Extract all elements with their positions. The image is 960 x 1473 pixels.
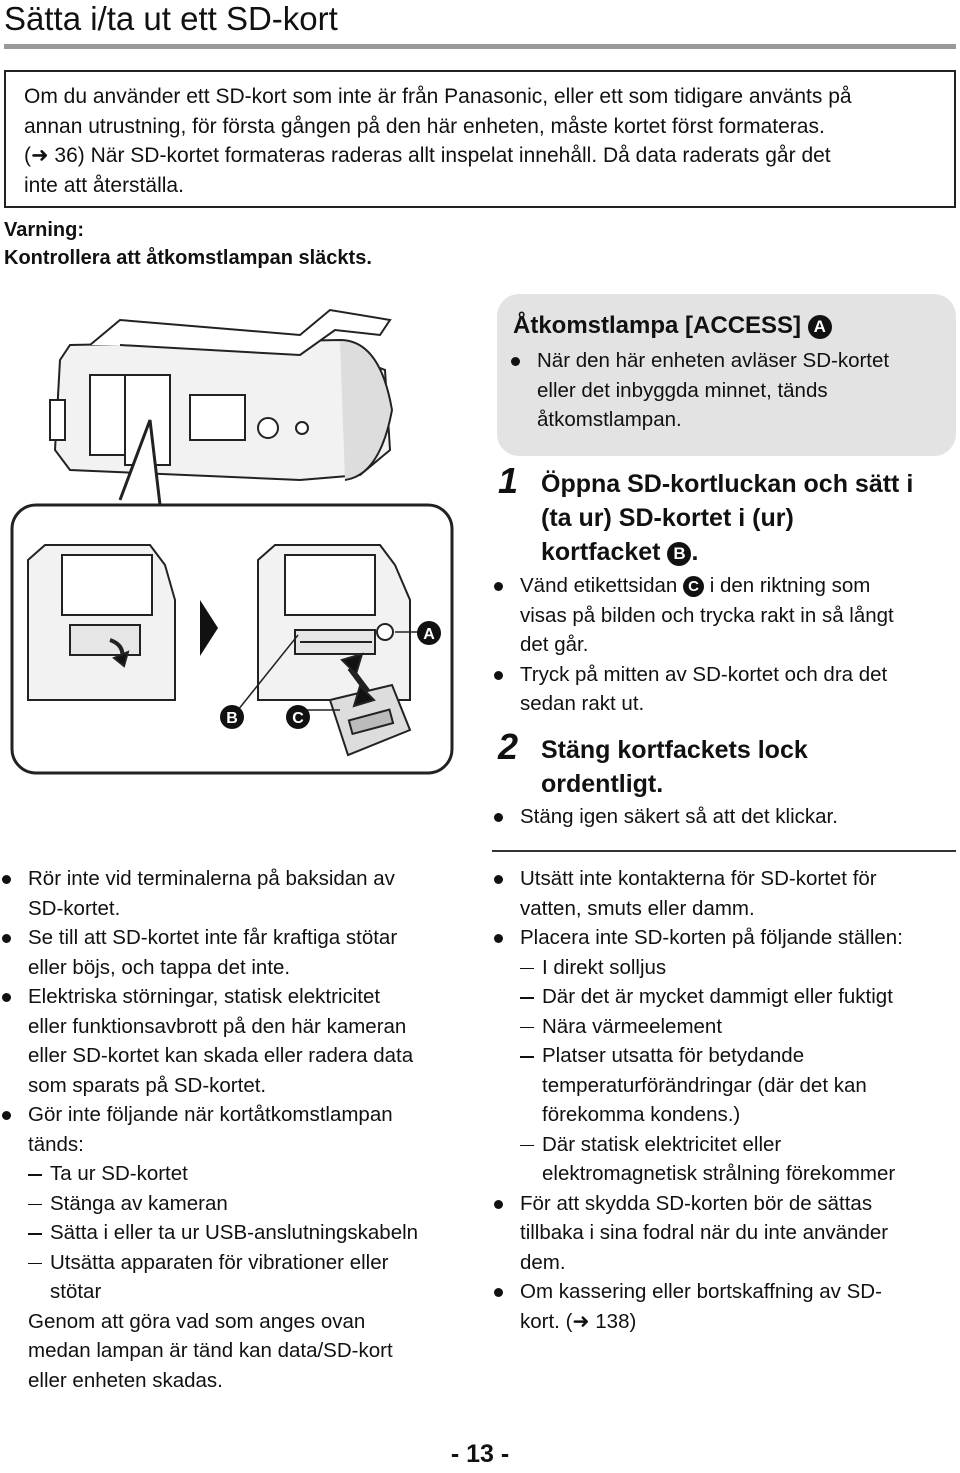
dash-item: Platser utsatta för betydande [520,1041,960,1071]
note-bullet [492,1277,960,1336]
note-bullet [492,1189,960,1278]
step-1-bullets [492,571,956,719]
access-lamp-box [497,294,956,456]
title-end: . [691,538,699,566]
camcorder-illustration [0,300,495,780]
text-line: När den här enheten avläser SD-kortet [537,349,890,372]
text-line: eller funktionsavbrott på den här kameran [28,1014,407,1038]
notes-left [0,864,470,1395]
text-line: Rör inte vid terminalerna på baksidan av [28,867,395,890]
label-c: C [292,710,304,727]
text-line: Stäng igen säkert så att det klickar. [520,805,838,828]
caution-label: Varning: [4,219,85,241]
camcorder-top-view [50,310,392,480]
access-lamp-bullet [509,346,960,435]
dash-item: Där statisk elektricitet eller [520,1130,960,1160]
dash-continuation: temperaturförändringar (där det kan [542,1073,867,1097]
warning-line: Om du använder ett SD-kort som inte är från Panasonic, eller ett som tidigare använts på [24,85,852,108]
page-number: - 13 - [450,1440,510,1468]
marker-a: A [808,315,832,339]
text-line: eller böjs, och tappa det inte. [28,955,291,979]
marker-c: C [683,576,704,597]
text-line: eller SD-kortet kan skada eller radera data [28,1044,414,1067]
text-line: sedan rakt ut. [520,692,645,715]
text-line [520,571,956,601]
section-divider [492,850,956,852]
page-title: Sätta i/ta ut ett SD-kort [4,0,338,37]
step-1-number: 1 [498,460,519,501]
text-span: i den riktning som [709,574,871,597]
warning-line: inte att återställa. [24,173,184,197]
note-bullet [0,923,470,982]
camcorder-left-detail [28,545,175,700]
marker-b-figure [220,705,244,729]
text-line: Utsätt inte kontakterna för SD-kortet för [520,867,877,890]
text-line: SD-kortet. [28,896,121,920]
warning-line: (➜ 36) När SD-kortet formateras raderas allt inspelat innehåll. Då data raderats går det [24,144,831,167]
text-line: åtkomstlampan. [537,408,682,431]
text-line: medan lampan är tänd kan data/SD-kort [28,1339,393,1362]
step-2-number: 2 [498,726,519,767]
step-2-bullets [492,802,956,832]
step-1-bullet [492,571,956,660]
title-line [541,535,913,569]
title-underline [4,44,956,49]
title-line: (ta ur) SD-kortet i (ur) [541,504,794,532]
text-line: eller det inbyggda minnet, tänds [537,378,828,402]
note-bullet [0,982,470,1100]
notes-right [492,864,960,1336]
dash-continuation: elektromagnetisk strålning förekommer [542,1162,896,1185]
text-line: eller enheten skadas. [28,1368,223,1392]
text-line: Tryck på mitten av SD-kortet och dra det [520,662,888,686]
label-b: B [226,710,238,727]
text-line: Elektriska störningar, statisk elektricitet [28,985,381,1008]
text-span: Vänd etikettsidan [520,574,678,597]
marker-b: B [667,542,691,566]
text-line: Se till att SD-kortet inte får kraftiga stötar [28,926,398,949]
dash-item: Utsätta apparaten för vibrationer eller [28,1248,470,1278]
dash-item: Sätta i eller ta ur USB-anslutningskabeln [28,1218,470,1248]
text-line: kort. (➜ 138) [520,1309,637,1333]
note-bullet [492,923,960,1189]
text-line: visas på bilden och trycka rakt in så långt [520,603,894,627]
text-line: Gör inte följande när kortåtkomstlampan [28,1103,393,1126]
access-lamp-title [513,312,832,340]
text-line: vatten, smuts eller damm. [520,896,755,920]
dash-item: Ta ur SD-kortet [28,1159,470,1189]
note-bullet [492,864,960,923]
text-line: dem. [520,1250,566,1274]
text-line: Genom att göra vad som anges ovan [28,1309,366,1333]
step-1-title [541,467,913,569]
title-line-text: kortfacket [541,538,661,566]
marker-c-figure [286,705,310,729]
dash-item: I direkt solljus [520,953,960,983]
dash-item: Stänga av kameran [28,1189,470,1219]
label-a: A [423,626,435,643]
warning-line: annan utrustning, för första gången på den här enheten, måste kortet först formateras. [24,114,825,138]
title-line: Öppna SD-kortluckan och sätt i [541,470,914,498]
text-line: Om kassering eller bortskaffning av SD- [520,1280,882,1303]
note-bullet [0,1100,470,1395]
access-lamp-title-text: Åtkomstlampa [ACCESS] [513,312,802,339]
format-warning-box [4,70,956,208]
title-line: Stäng kortfackets lock [541,736,808,764]
note-bullet [0,864,470,923]
dash-continuation: förekomma kondens.) [542,1103,741,1126]
caution-block [4,216,372,272]
text-line: tänds: [28,1132,84,1156]
dash-item: Nära värmeelement [520,1012,960,1042]
text-line: som sparats på SD-kortet. [28,1073,267,1097]
marker-a-figure [417,621,441,645]
text-line: För att skydda SD-korten bör de sättas [520,1191,873,1215]
text-line: det går. [520,633,589,656]
title-line: ordentligt. [541,770,664,798]
dash-continuation: stötar [50,1280,102,1303]
step-2-title [541,733,808,801]
text-line: tillbaka i sina fodral när du inte använder [520,1221,889,1244]
step-1-bullet [492,660,956,719]
dash-item: Där det är mycket dammigt eller fuktigt [520,982,960,1012]
step-2-bullet [492,802,956,832]
text-line: Placera inte SD-korten på följande ställen: [520,926,903,949]
caution-text: Kontrollera att åtkomstlampan släckts. [4,247,372,269]
